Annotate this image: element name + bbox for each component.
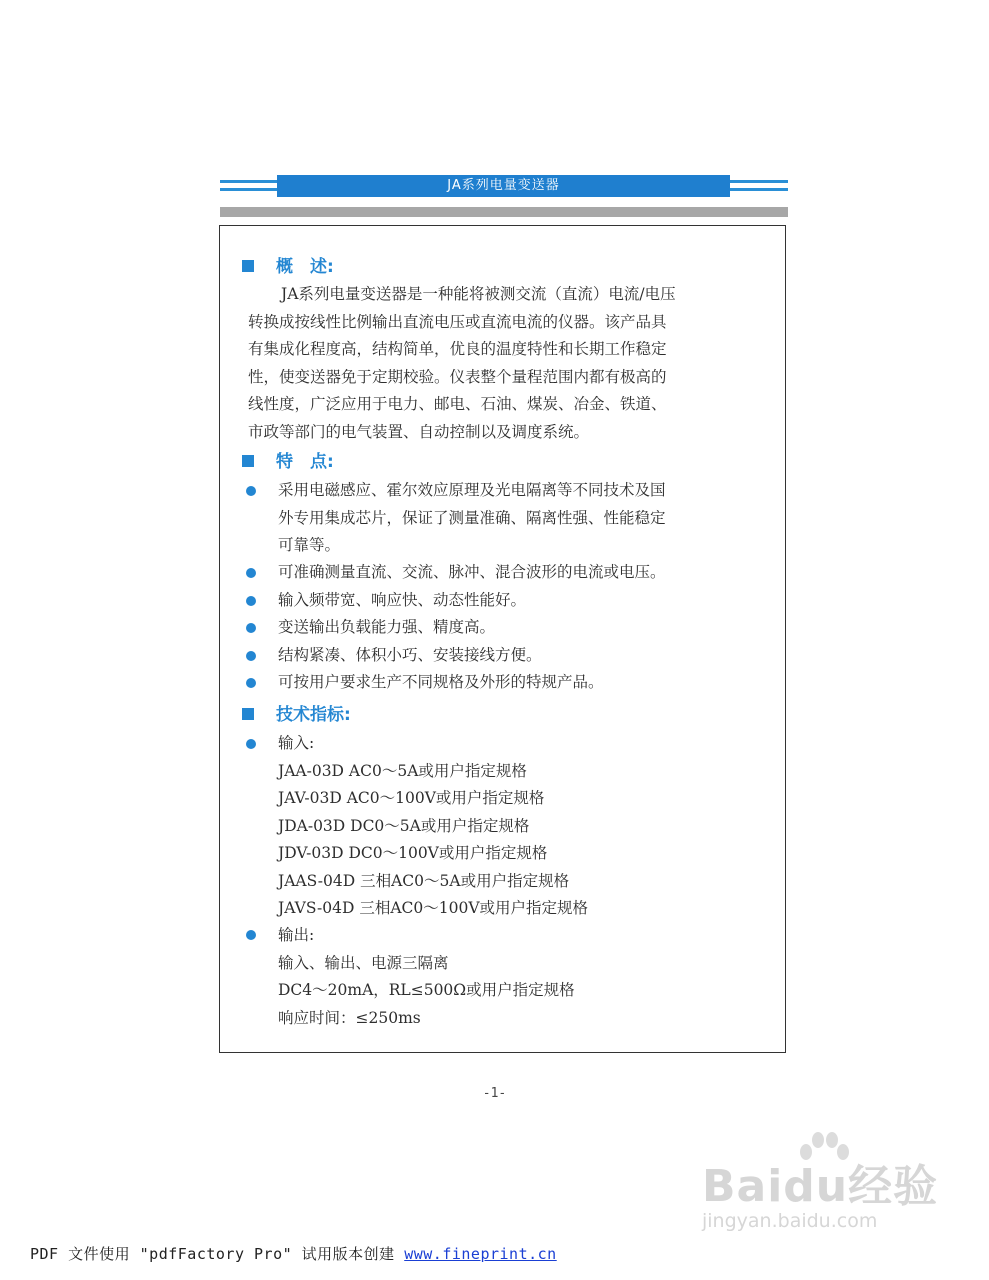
spec-output-line: DC4～20mA，RL≤500Ω或用户指定规格 — [278, 981, 575, 999]
spec-input-line: JAA-03D AC0～5A或用户指定规格 — [278, 761, 527, 780]
footer-link[interactable]: www.fineprint.cn — [404, 1245, 557, 1263]
spec-output-line: 输入、输出、电源三隔离 — [278, 953, 449, 972]
bullet-dot-icon — [246, 568, 256, 578]
features-heading — [242, 452, 334, 472]
overview-line: JA系列电量变送器是一种能将被测交流（直流）电流/电压 — [250, 285, 676, 303]
spec-input-label: 输入: — [278, 734, 315, 752]
watermark-brand: Baidu经验 — [702, 1161, 939, 1212]
spec-input-block — [278, 730, 773, 923]
spec-output-label: 输出: — [278, 926, 315, 944]
page-number: -1- — [482, 1086, 507, 1101]
feature-item: 输入频带宽、响应快、动态性能好。 — [278, 591, 527, 609]
overview-line: 线性度，广泛应用于电力、邮电、石油、煤炭、冶金、铁道、 — [248, 395, 667, 413]
bullet-dot-icon — [246, 486, 256, 496]
bullet-dot-icon — [246, 596, 256, 606]
square-bullet-icon — [242, 708, 254, 720]
spec-input-line: JAVS-04D 三相AC0～100V或用户指定规格 — [278, 899, 589, 917]
spec-input-line: JDV-03D DC0～100V或用户指定规格 — [278, 844, 548, 862]
feature-item: 结构紧凑、体积小巧、安装接线方便。 — [278, 646, 542, 664]
header-line-right-top — [730, 180, 788, 183]
spec-input-line: JDA-03D DC0～5A或用户指定规格 — [278, 816, 530, 835]
overview-line: 有集成化程度高，结构简单，优良的温度特性和长期工作稳定 — [248, 340, 667, 358]
feature-item: 可按用户要求生产不同规格及外形的特规产品。 — [278, 673, 604, 691]
bullet-dot-icon — [246, 651, 256, 661]
specs-heading-text: 技术指标: — [276, 705, 351, 725]
spec-output-line: 响应时间：≤250ms — [278, 1008, 421, 1027]
spec-output-block — [278, 922, 773, 1032]
features-heading-text: 特 点: — [276, 452, 334, 472]
bullet-dot-icon — [246, 930, 256, 940]
bullet-dot-icon — [246, 739, 256, 749]
feature-item: 可准确测量直流、交流、脉冲、混合波形的电流或电压。 — [278, 563, 666, 581]
header-line-left-bottom — [220, 188, 277, 191]
watermark-url: jingyan.baidu.com — [702, 1210, 878, 1232]
overview-line: 性，使变送器免于定期校验。仪表整个量程范围内都有极高的 — [248, 367, 667, 386]
overview-heading-text: 概 述: — [276, 257, 334, 277]
feature-item — [278, 477, 773, 560]
header-line-right-bottom — [730, 188, 788, 191]
feature-line: 外专用集成芯片，保证了测量准确、隔离性强、性能稳定 — [278, 508, 666, 527]
bullet-dot-icon — [246, 678, 256, 688]
overview-line: 市政等部门的电气装置、自动控制以及调度系统。 — [248, 422, 590, 441]
square-bullet-icon — [242, 260, 254, 272]
specs-heading — [242, 705, 351, 725]
square-bullet-icon — [242, 455, 254, 467]
header-gray-bar — [220, 207, 788, 217]
overview-paragraph — [250, 281, 770, 446]
header-line-left-top — [220, 180, 277, 183]
pdf-footer — [30, 1243, 557, 1264]
header-title-bar: JA系列电量变送器 — [277, 175, 730, 197]
footer-text: PDF 文件使用 "pdfFactory Pro" 试用版本创建 — [30, 1245, 405, 1263]
feature-line: 可靠等。 — [278, 536, 341, 554]
feature-line: 采用电磁感应、霍尔效应原理及光电隔离等不同技术及国 — [278, 481, 666, 499]
spec-input-line: JAV-03D AC0～100V或用户指定规格 — [278, 789, 545, 807]
baidu-watermark — [702, 1130, 942, 1250]
overview-heading — [242, 257, 334, 277]
feature-item: 变送输出负载能力强、精度高。 — [278, 618, 496, 636]
spec-input-line: JAAS-04D 三相AC0～5A或用户指定规格 — [278, 871, 570, 890]
overview-line: 转换成按线性比例输出直流电压或直流电流的仪器。该产品具 — [248, 312, 667, 331]
bullet-dot-icon — [246, 623, 256, 633]
